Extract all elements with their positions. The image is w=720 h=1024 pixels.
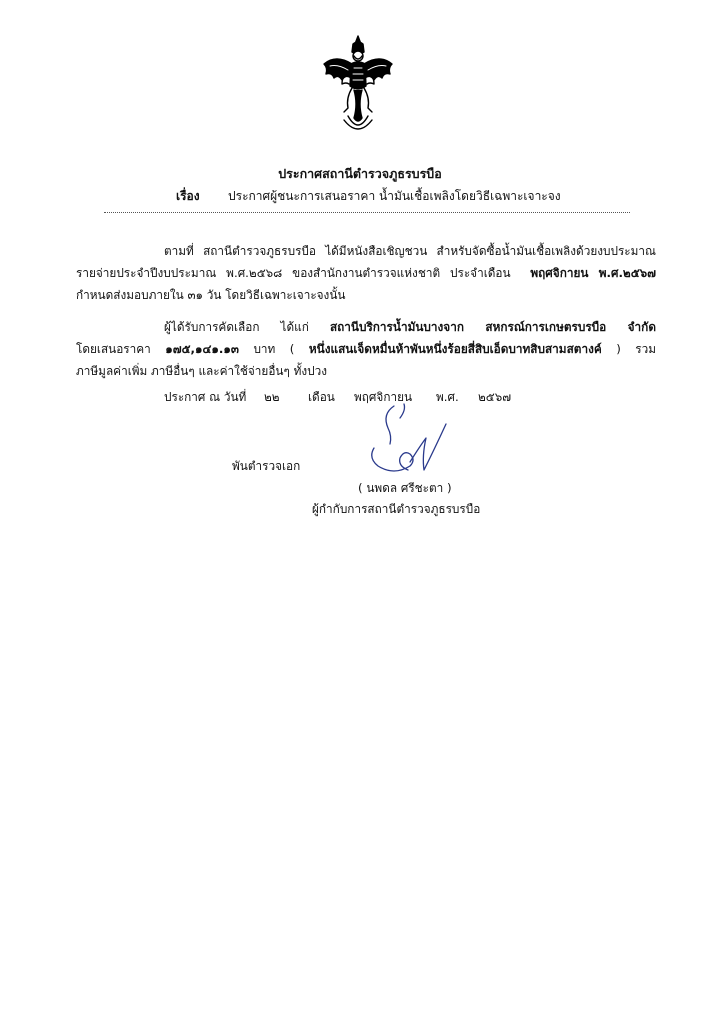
divider-dotted xyxy=(104,212,630,213)
paragraph-winner xyxy=(76,316,656,382)
subject-label: เรื่อง xyxy=(176,189,200,203)
paragraph1-month: พฤศจิกายน พ.ศ.๒๕๖๗ xyxy=(530,266,656,280)
paragraph2-line2 xyxy=(76,338,656,360)
date-month: พฤศจิกายน xyxy=(354,390,413,404)
winner-name: สถานีบริการน้ำมันบางจาก สหกรณ์การเกษตรบรบือ จำกัด xyxy=(329,320,656,334)
date-year: ๒๕๖๗ xyxy=(478,390,512,404)
handwritten-signature xyxy=(364,400,454,480)
date-prefix: ประกาศ ณ วันที่ xyxy=(164,390,247,404)
paragraph2-line3: ภาษีมูลค่าเพิ่ม ภาษีอื่นๆ และค่าใช้จ่ายอื่นๆ ทั้งปวง xyxy=(76,364,327,378)
price-intro: โดยเสนอราคา xyxy=(76,342,151,356)
date-month-label: เดือน xyxy=(308,390,335,404)
date-year-label: พ.ศ. xyxy=(436,390,459,404)
date-day: ๒๒ xyxy=(264,390,280,404)
signatory-name: ( นพดล ศรีชะตา ) xyxy=(358,481,452,495)
garuda-emblem-icon xyxy=(318,34,398,138)
paragraph1-line1: ตามที่ สถานีตำรวจภูธรบรบือ ได้มีหนังสือเชิญชวน สำหรับจัดซื้อน้ำมันเชื้อเพลิงด้วยงบประมาณ xyxy=(164,244,656,258)
signatory-rank: พันตำรวจเอก xyxy=(232,459,301,473)
paragraph1-line3: กำหนดส่งมอบภายใน ๓๑ วัน โดยวิธีเฉพาะเจาะจงนั้น xyxy=(76,288,346,302)
winner-intro: ผู้ได้รับการคัดเลือก ได้แก่ xyxy=(164,320,309,334)
price-unit: บาท ( xyxy=(253,342,295,356)
paragraph1-line2 xyxy=(76,262,656,284)
subject-text: ประกาศผู้ชนะการเสนอราคา น้ำมันเชื้อเพลิงโดยวิธีเฉพาะเจาะจง xyxy=(228,189,561,203)
paragraph1-line2-text: รายจ่ายประจำปีงบประมาณ พ.ศ.๒๕๖๘ ของสำนักงานตำรวจแห่งชาติ ประจำเดือน xyxy=(76,266,511,280)
page-title: ประกาศสถานีตำรวจภูธรบรบือ xyxy=(278,166,442,181)
paragraph2-line1 xyxy=(76,316,656,338)
price-amount: ๑๗๕,๑๔๑.๑๓ xyxy=(165,342,239,356)
signatory-position: ผู้กำกับการสถานีตำรวจภูธรบรบือ xyxy=(312,502,481,516)
paragraph-invitation xyxy=(76,240,656,306)
subject-line xyxy=(176,188,561,204)
announcement-date xyxy=(164,388,511,406)
price-in-words: หนึ่งแสนเจ็ดหมื่นห้าพันหนึ่งร้อยสี่สิบเอ็ดบาทสิบสามสตางค์ xyxy=(308,342,602,356)
price-suffix: ) รวม xyxy=(616,342,656,356)
